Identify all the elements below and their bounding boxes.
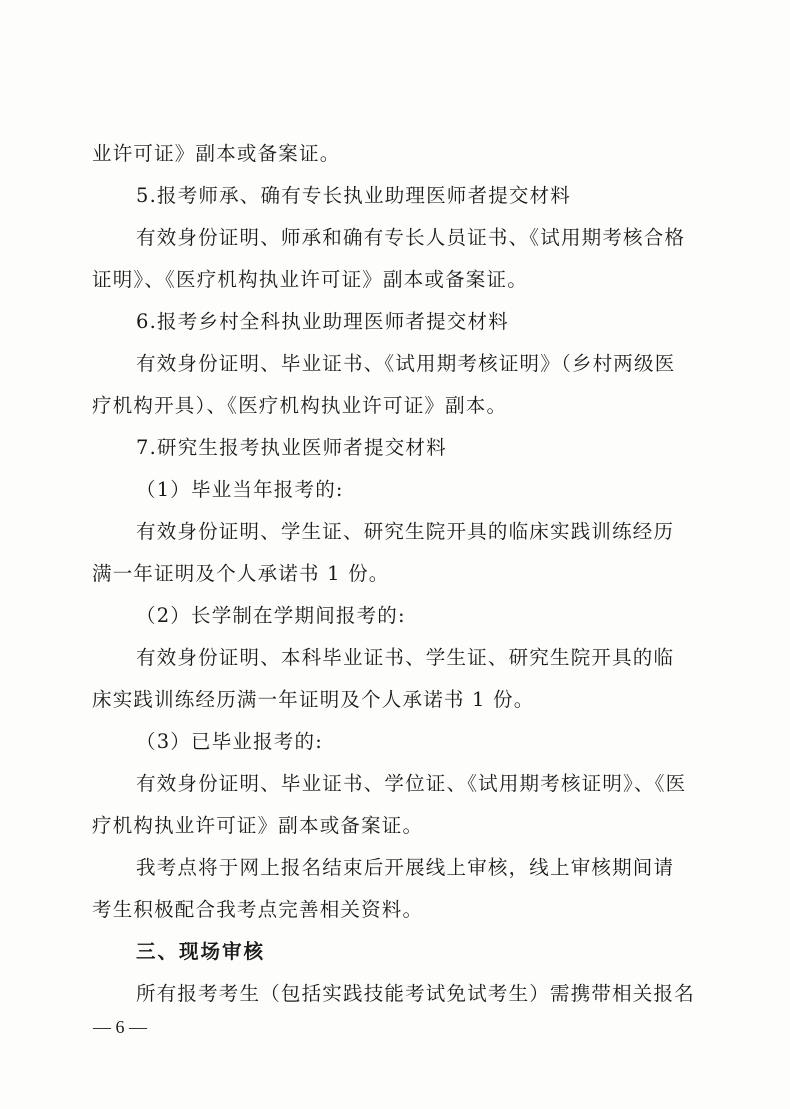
text-line: 有效身份证明、学生证、研究生院开具的临床实践训练经历 [136, 520, 675, 543]
text-line: 所有报考考生（包括实践技能考试免试考生）需携带相关报名 [136, 982, 695, 1005]
section-title: 三、现场审核 [136, 940, 266, 963]
sub-heading: （3）已毕业报考的: [136, 730, 323, 753]
section-heading: 7.研究生报考执业医师者提交材料 [136, 436, 447, 459]
text-line: 有效身份证明、本科毕业证书、学生证、研究生院开具的临 [136, 646, 675, 669]
text-line: 疗机构开具）、《医疗机构执业许可证》副本。 [92, 394, 508, 417]
text-line: 床实践训练经历满一年证明及个人承诺书 1 份。 [92, 688, 535, 711]
text-line: 考生积极配合我考点完善相关资料。 [92, 898, 424, 921]
text-line: 业许可证》副本或备案证。 [92, 142, 341, 165]
text-line: 有效身份证明、毕业证书、《试用期考核证明》（乡村两级医 [136, 352, 676, 375]
text-line: 有效身份证明、师承和确有专长人员证书、《试用期考核合格 [136, 226, 686, 249]
sub-heading: （2）长学制在学期间报考的: [136, 604, 406, 627]
text-line: 证明》、《医疗机构执业许可证》副本或备案证。 [92, 268, 528, 291]
text-line: 满一年证明及个人承诺书 1 份。 [92, 562, 390, 585]
sub-heading: （1）毕业当年报考的: [136, 478, 344, 501]
page-number: — 6 — [93, 1017, 147, 1037]
text-line: 我考点将于网上报名结束后开展线上审核，线上审核期间请 [136, 856, 675, 879]
text-line: 有效身份证明、毕业证书、学位证、《试用期考核证明》、《医 [136, 772, 687, 795]
section-heading: 6.报考乡村全科执业助理医师者提交材料 [136, 310, 509, 333]
section-heading: 5.报考师承、确有专长执业助理医师者提交材料 [136, 184, 572, 207]
text-line: 疗机构执业许可证》副本或备案证。 [92, 814, 424, 837]
